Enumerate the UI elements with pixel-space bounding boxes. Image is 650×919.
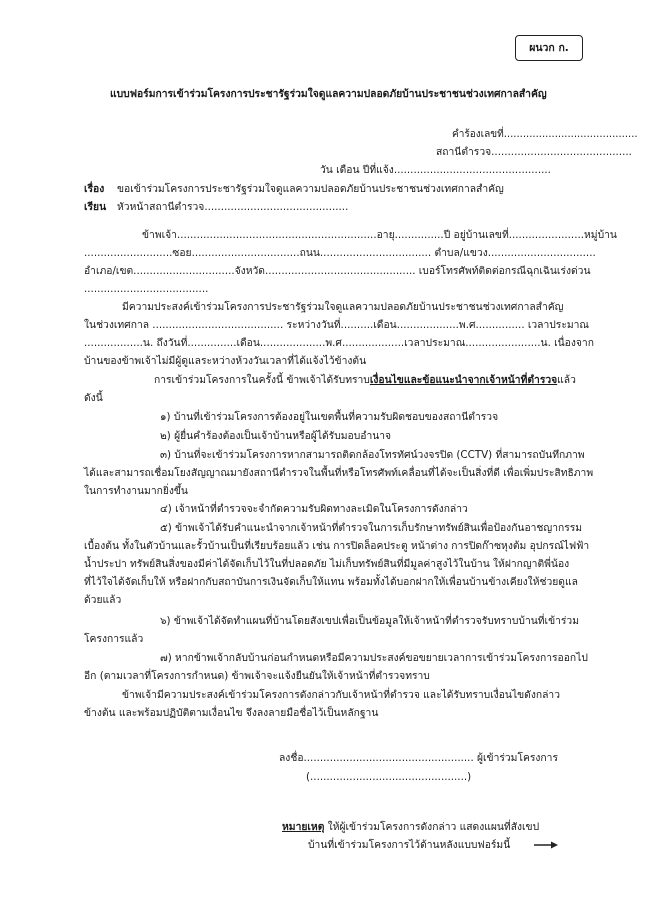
signature-line: ลงชื่อ.................................................... ผู้เข้าร่วมโครงการ [279,752,558,764]
conditions-intro-text: การเข้าร่วมโครงการในครั้งนี้ ข้าพเจ้าได้รับทราบ [154,374,370,386]
note [282,820,539,834]
condition-7-cont: อีก (ตามเวลาที่โครงการกำหนด) ข้าพเจ้าจะแจ้งยืนยันให้เจ้าหน้าที่ตำรวจทราบ [84,670,430,682]
intent-line: บ้านของข้าพเจ้าไม่มีผู้ดูแลระหว่างห้วงวันเวลาที่ได้แจ้งไว้ข้างต้น [84,355,367,367]
applicant-line: ...........................ซอย.................................ถนน.................................. ตำบล/แขวง................................. [84,247,596,259]
intent-line: ..................น. ถึงวันที่...............เดือน....................พ.ศ...................เวลาประมาณ.......................น. เนื่องจาก [84,337,594,349]
condition-3-cont: ในการทำงานมากยิ่งขึ้น [84,485,188,497]
condition-2: ๒) ผู้ยื่นคำร้องต้องเป็นเจ้าบ้านหรือผู้ได้รับมอบอำนาจ [160,430,392,442]
condition-5-cont: น้ำประปา ทรัพย์สินสิ่งของมีค่าได้จัดเก็บไว้ในที่ปลอดภัย ไม่เก็บทรัพย์สินที่มีมูลค่าสูงไว้ในบ้าน ให้ฝากญาติพี่น้อง [84,558,570,570]
annex-label: ผนวก ก. [515,35,583,61]
condition-5-cont: ด้วยแล้ว [84,594,122,606]
condition-3-cont: ได้และสามารถเชื่อมโยงสัญญาณมายังสถานีตำรวจในพื้นที่หรือโทรศัพท์เคลื่อนที่ได้จะเป็นสิ่งที่ดี เพื่อเพิ่มประสิทธิภาพ [84,467,594,479]
signature-name-line: (................................................) [306,771,472,783]
closing-line: ข้าพเจ้ามีความประสงค์เข้าร่วมโครงการดังกล่าวกับเจ้าหน้าที่ตำรวจ และได้รับทราบเงื่อนไขดังกล่าว [122,689,560,701]
applicant-line: อำเภอ/เขต...............................จังหวัด.............................................. เบอร์โทรศัพท์ติดต่อกรณีฉุกเฉินเร่งด่วน [84,265,591,277]
condition-6-cont: โครงการแล้ว [84,633,144,645]
form-title: แบบฟอร์มการเข้าร่วมโครงการประชารัฐร่วมใจดูแลความปลอดภัยบ้านประชาชนช่วงเทศกาลสำคัญ [110,88,547,100]
conditions-intro [154,373,576,387]
note-text: ให้ผู้เข้าร่วมโครงการดังกล่าว แสดงแผนที่สังเขป [327,821,540,833]
note-label: หมายเหตุ [282,821,325,833]
right-arrow-icon [533,839,559,851]
applicant-line: ...................................... [84,283,209,295]
conditions-emphasis: เงื่อนไขและข้อแนะนำจากเจ้าหน้าที่ตำรวจ [369,374,558,386]
condition-4: ๔) เจ้าหน้าที่ตำรวจจะจำกัดความรับผิดทางละเมิดในโครงการดังกล่าว [160,503,468,515]
condition-5-cont: ที่ไว้ใจได้จัดเก็บให้ หรือฝากกับสถาบันการเงินจัดเก็บให้แทน พร้อมทั้งได้บอกฝากให้เพื่อนบ้านข้างเคียงให้ช่วยดูแล [84,576,578,588]
subject-label: เรื่อง [84,183,105,195]
subject-text: ขอเข้าร่วมโครงการประชารัฐร่วมใจดูแลความปลอดภัยบ้านประชาชนช่วงเทศกาลสำคัญ [117,183,504,195]
conditions-intro-end: แล้ว [557,374,576,386]
condition-7: ๗) หากข้าพเจ้ากลับบ้านก่อนกำหนดหรือมีความประสงค์ขอขยายเวลาการเข้าร่วมโครงการออกไป [160,652,588,664]
condition-3: ๓) บ้านที่จะเข้าร่วมโครงการหากสามารถติดกล้องโทรทัศน์วงจรปิด (CCTV) ที่สามารถบันทึกภาพ [160,449,585,461]
condition-1: ๑) บ้านที่เข้าร่วมโครงการต้องอยู่ในเขตพื้นที่ความรับผิดชอบของสถานีตำรวจ [160,411,499,423]
report-date-field: วัน เดือน ปีที่แจ้ง................................................ [320,164,551,176]
applicant-line: ข้าพเจ้า.............................................................อายุ...............ปี อยู่บ้านเลขที่.......................หมู่บ้าน [142,229,617,241]
condition-5-cont: เบื้องต้น ทั้งในตัวบ้านและรั้วบ้านเป็นที่เรียบร้อยแล้ว เช่น การปิดล็อคประตู หน้าต่าง การปิดก๊าซหุงต้ม อุปกรณ์ไฟฟ้า [84,540,590,552]
condition-5: ๕) ข้าพเจ้าได้รับคำแนะนำจากเจ้าหน้าที่ตำรวจในการเก็บรักษาทรัพย์สินเพื่อป้องกันอาชญากรรม [160,522,583,534]
addressee-label: เรียน [84,201,107,213]
closing-line: ข้างต้น และพร้อมปฏิบัติตามเงื่อนไข จึงลงลายมือชื่อไว้เป็นหลักฐาน [84,707,379,719]
conditions-intro-cont: ดังนี้ [84,392,103,404]
note-text-cont: บ้านที่เข้าร่วมโครงการไว้ด้านหลังแบบฟอร์มนี้ [308,839,511,851]
addressee-text: หัวหน้าสถานีตำรวจ............................................ [117,201,349,213]
intent-line: ในช่วงเทศกาล ........................................ ระหว่างวันที่..........เดือน...................พ.ศ............... เวลาประมาณ [84,319,589,331]
condition-6: ๖) ข้าพเจ้าได้จัดทำแผนที่บ้านโดยสังเขปเพื่อเป็นข้อมูลให้เจ้าหน้าที่ตำรวจรับทราบบ้านที่เข้าร่วม [160,615,579,627]
intent-line: มีความประสงค์เข้าร่วมโครงการประชารัฐร่วมใจดูแลความปลอดภัยบ้านประชาชนช่วงเทศกาลสำคัญ [122,301,564,313]
request-number-field: คำร้องเลขที่.......................................... [452,128,638,140]
police-station-field: สถานีตำรวจ........................................... [436,146,632,158]
